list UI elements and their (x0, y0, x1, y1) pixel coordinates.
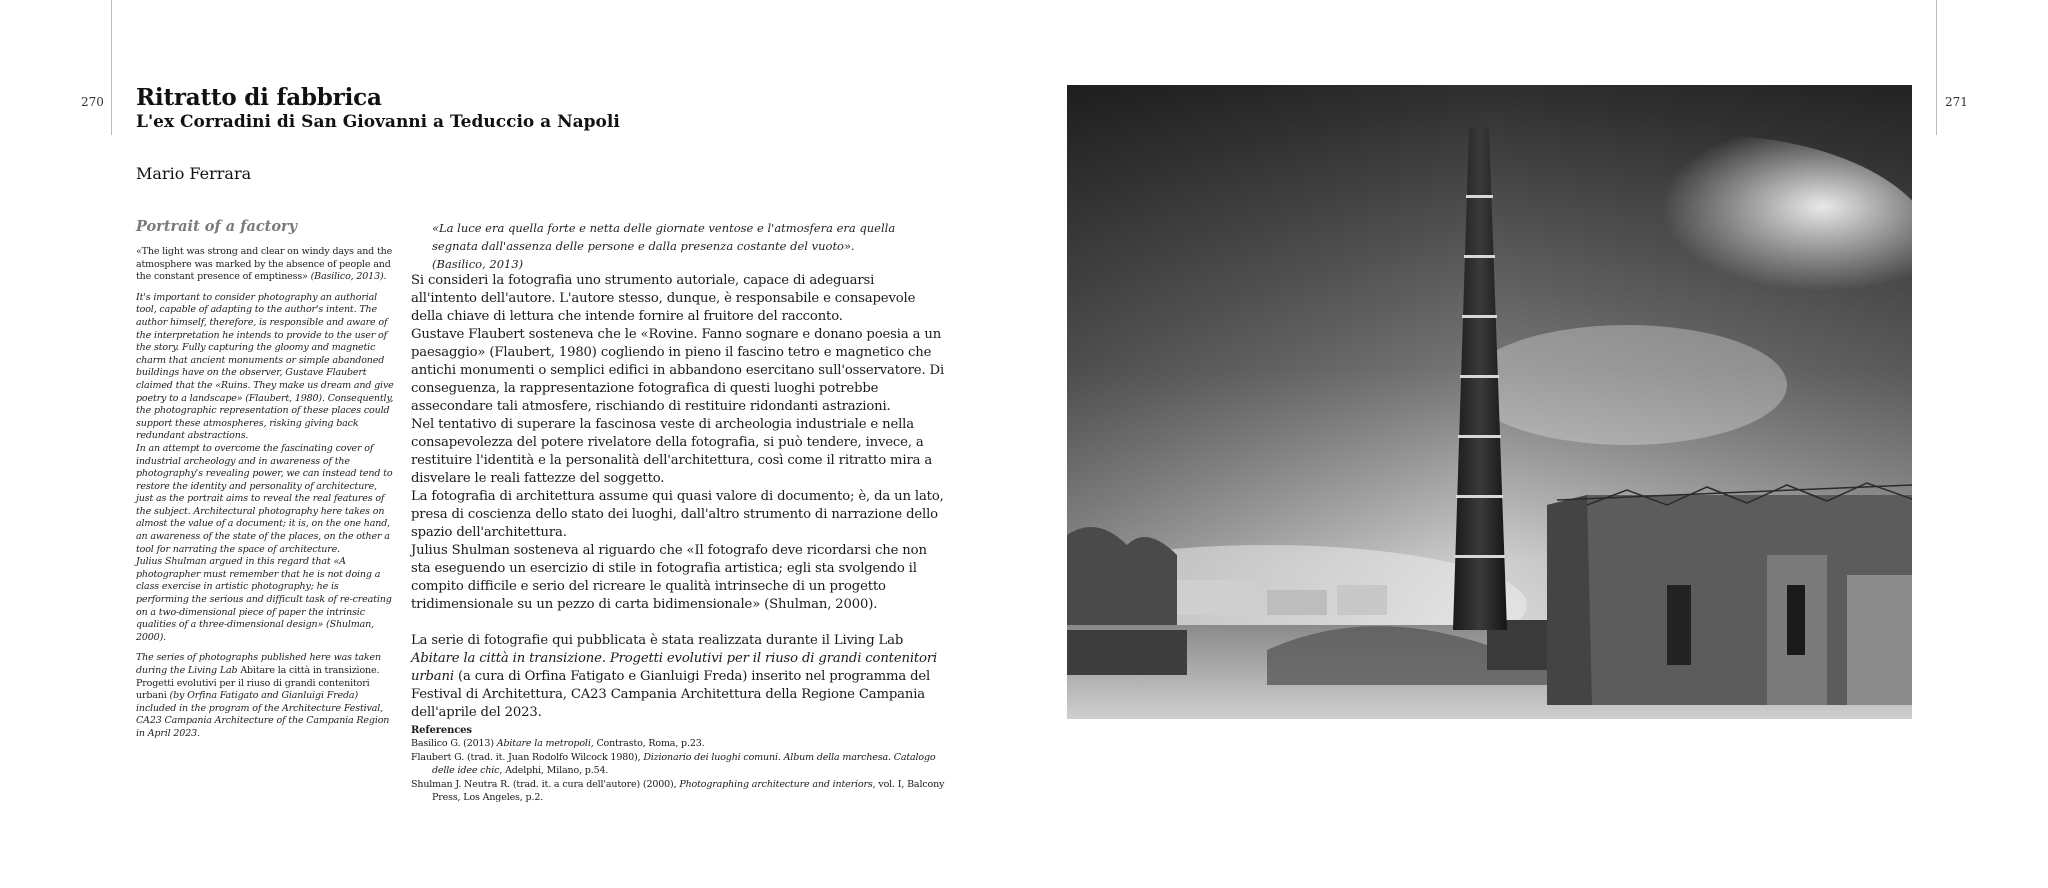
english-note (136, 652, 394, 740)
reference-before: Flaubert G. (trad. it. Juan Rodolfo Wilcock 1980), (411, 751, 644, 763)
english-body (136, 292, 394, 645)
english-quote-source: (Basilico, 2013). (310, 271, 387, 283)
italian-closing-paragraph (411, 632, 944, 722)
english-column (136, 218, 394, 741)
right-page-number: 271 (1945, 95, 1968, 109)
italian-paragraph: Si consideri la fotografia uno strumento autoriale, capace di adeguarsi all'intento dell'autore. L'autore stesso, dunque, è responsabile e consapevole della chiave di lettura che intende fornire al fruitore del racconto. (411, 273, 916, 324)
reference-item (411, 778, 951, 805)
english-paragraph: In an attempt to overcome the fascinating cover of industrial archeology and in awareness of the photography's revealing power, we can instead tend to restore the identity and personality of architecture, just as the portrait aims to reveal the real features of the subject. Architectural photography here takes on almost the value of a document; it is, on the one hand, an awareness of the state of the places, on the other a tool for narrating the space of architecture. (136, 442, 393, 555)
paragraph-gap (411, 614, 944, 632)
references (411, 724, 951, 804)
factory-photo (1067, 85, 1912, 719)
english-quote-text: «The light was strong and clear on windy days and the atmosphere was marked by the absence of people and the constant presence of emptiness» (136, 246, 393, 283)
article-author: Mario Ferrara (136, 164, 252, 183)
reference-after: , Contrasto, Roma, p.23. (590, 738, 705, 750)
english-note-part1: The series of photographs published here was taken during the Living Lab (136, 652, 381, 676)
right-margin-rule (1936, 0, 1937, 135)
reference-item (411, 751, 951, 778)
reference-after: , vol. I, Balcony Press, Los Angeles, p.2. (432, 778, 945, 804)
reference-before: Basilico G. (2013) (411, 738, 497, 750)
italian-body (411, 272, 944, 722)
reference-before: Shulman J. Neutra R. (trad. it. a cura dell'autore) (2000), (411, 778, 680, 790)
article-subtitle: L'ex Corradini di San Giovanni a Teduccio a Napoli (136, 112, 620, 132)
italian-closing-part1: La serie di fotografie qui pubblicata è stata realizzata durante il Living Lab (411, 633, 904, 648)
reference-italic: Dizionario dei luoghi comuni. Album della marchesa. Catalogo delle idee chic (432, 751, 936, 777)
english-note-upright: Abitare la città in transizione. Progetti evolutivi per il riuso di grandi contenitori urbani (136, 665, 380, 702)
english-paragraph: It's important to consider photography an authorial tool, capable of adapting to the author's intent. The author himself, therefore, is responsible and aware of the interpretation he intends to provide to the user of the story. Fully capturing the gloomy and magnetic charm that ancient monuments or simple abandoned buildings have on the observer, Gustave Flaubert claimed that the «Ruins. They make us dream and give poetry to a landscape» (Flaubert, 1980). Consequently, the photographic representation of these places could support these atmospheres, risking giving back redundant abstractions. (136, 291, 394, 442)
reference-italic: Abitare la metropoli (496, 738, 591, 750)
italian-closing-italic: Abitare la città in transizione. Progetti evolutivi per il riuso di grandi contenitori urbani (411, 651, 938, 684)
english-heading: Portrait of a factory (136, 218, 298, 235)
english-paragraph: Julius Shulman argued in this regard that «A photographer must remember that he is not doing a class exercise in artistic photography; he is performing the serious and difficult task of re-creating on a two-dimensional piece of paper the intrinsic qualities of a three-dimensional design» (Shulman, 2000). (136, 556, 392, 643)
reference-after: , Adelphi, Milano, p.54. (499, 765, 609, 777)
references-title: References (411, 725, 472, 736)
italian-quote: «La luce era quella forte e netta delle giornate ventose e l'atmosfera era quella segnata dall'assenza delle persone e dalla presenza costante del vuoto». (Basilico, 2013) (432, 221, 896, 271)
reference-item (411, 737, 951, 750)
english-note-part2: (by Orfina Fatigato and Gianluigi Freda) included in the program of the Architecture Festival, CA23 Campania Architecture of the Campania Region in April 2023. (136, 690, 390, 739)
italian-paragraph: Gustave Flaubert sosteneva che le «Rovine. Fanno sognare e donano poesia a un paesaggio» (Flaubert, 1980) cogliendo in pieno il fascino tetro e magnetico che antichi monumenti o semplici edifici in abbandono esercitano sull'osservatore. Di conseguenza, la rappresentazione fotografica di questi luoghi potrebbe assecondare tali atmosfere, rischiando di restituire ridondanti astrazioni. (411, 327, 945, 414)
english-quote (136, 246, 394, 284)
left-margin-rule (111, 0, 112, 135)
factory-photo-image (1067, 85, 1912, 719)
italian-paragraph: La fotografia di architettura assume qui quasi valore di documento; è, da un lato, presa di coscienza dello stato dei luoghi, dall'altro strumento di narrazione dello spazio dell'architettura. (411, 489, 944, 540)
reference-italic: Photographing architecture and interiors (679, 778, 873, 790)
left-page-number: 270 (81, 95, 104, 109)
italian-paragraph: Julius Shulman sosteneva al riguardo che «Il fotografo deve ricordarsi che non sta eseguendo un esercizio di stile in fotografia artistica; egli sta svolgendo il compito difficile e serio del ricreare le qualità intrinseche di un progetto tridimensionale su un pezzo di carta bidimensionale» (Shulman, 2000). (411, 543, 927, 612)
article-title: Ritratto di fabbrica (136, 84, 382, 111)
italian-closing-part2: (a cura di Orfina Fatigato e Gianluigi Freda) inserito nel programma del Festival di Architettura, CA23 Campania Architettura della Regione Campania dell'aprile del 2023. (411, 669, 931, 720)
italian-paragraph: Nel tentativo di superare la fascinosa veste di archeologia industriale e nella consapevolezza del potere rivelatore della fotografia, si può tendere, invece, a restituire l'identità e la personalità dell'architettura, così come il ritratto mira a disvelare le reali fattezze del soggetto. (411, 417, 933, 486)
